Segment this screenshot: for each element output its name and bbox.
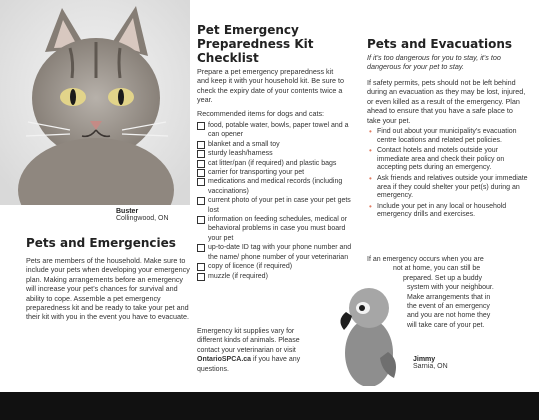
bullet-icon: • [369, 127, 372, 136]
checklist-footer-line-2: different kinds of animals. Please [197, 337, 300, 345]
checklist-item [197, 243, 355, 262]
cat-photo [0, 0, 190, 205]
pets-and-evacuations-title: Pets and Evacuations [367, 37, 513, 51]
checkbox[interactable] [197, 216, 205, 224]
emergency-line-5: Make arrangements that in [407, 293, 491, 301]
checklist-title-line-3: Checklist [197, 51, 259, 65]
evacuations-italic: If it’s too dangerous for you to stay, it’s too dangerous for your pet to stay. [367, 53, 501, 72]
bullet-icon: • [369, 173, 372, 183]
checklist-item [197, 215, 355, 243]
checklist-footer-line-3: contact your veterinarian or visit [197, 346, 296, 354]
checklist-title-line-2: Preparedness Kit [197, 37, 314, 51]
bullet-item [367, 175, 529, 201]
checklist-item-text: blanket and a small toy [208, 140, 280, 148]
checkbox[interactable] [197, 150, 205, 158]
pets-and-emergencies-title: Pets and Emergencies [26, 236, 176, 250]
checklist-item-text: current photo of your pet in case your pet gets lost [208, 197, 351, 214]
bullet-text: Contact hotels and motels outside your immediate area and check their policy on accepting pets during an emergency. [377, 147, 505, 172]
emergency-line-2: not at home, you can still be [393, 265, 481, 273]
checklist-intro: Prepare a pet emergency preparedness kit and keep it with your household kit. Be sure to check the expiry date of your contents twice a year. [197, 67, 345, 105]
checkbox[interactable] [197, 141, 205, 149]
evacuations-body: If safety permits, pets should not be left behind during an evacuation as they may be lost, injured, or even killed as a result of the emergency. Plan ahead to ensure that you have a safe place to take your pet. [367, 78, 526, 125]
checklist-item [197, 159, 355, 168]
pets-and-emergencies-body: Pets are members of the household. Make sure to include your pets when developing your emergency plan. Making arrangements before an emergency will increase your pet’s chances for survival and ability to cope. Assemble a pet emergency preparedness kit and be ready to take your pet and their kit with you in the event you have to evacuate. [26, 256, 190, 322]
checklist-item-text: food, potable water, bowls, paper towel and a can opener [208, 122, 349, 139]
checklist-footer-line-4-rest: if you have any [251, 356, 301, 364]
ontario-spca-link[interactable]: OntarioSPCA.ca [197, 356, 252, 364]
checklist-item-text: medications and medical records (including vaccinations) [208, 178, 343, 195]
parrot-name: Jimmy [413, 356, 436, 363]
checklist-title [197, 23, 347, 65]
checklist-item-text: up-to-date ID tag with your phone number and the name/ phone number of your veterinarian [208, 244, 352, 261]
emergency-line-1: If an emergency occurs when you are [367, 256, 484, 263]
checklist-item-text: copy of licence (if required) [208, 263, 293, 271]
checklist-item [197, 196, 355, 215]
checklist [197, 121, 355, 281]
bullet-icon: • [369, 201, 372, 211]
checklist-item [197, 177, 355, 196]
emergency-line-3: prepared. Set up a buddy [403, 274, 483, 282]
emergency-line-4: system with your neighbour. [407, 284, 494, 292]
checkbox[interactable] [197, 244, 205, 252]
bullet-item [367, 128, 529, 145]
checkbox[interactable] [197, 160, 205, 168]
checklist-item-text: muzzle (if required) [208, 272, 268, 280]
checkbox[interactable] [197, 197, 205, 205]
checkbox[interactable] [197, 178, 205, 186]
bullet-item [367, 147, 529, 173]
bullet-text: Include your pet in any local or household emergency drills and exercises. [377, 202, 507, 219]
bullet-icon: • [369, 146, 372, 156]
emergency-line-6: the event of an emergency [407, 303, 490, 311]
evacuations-bullets [367, 128, 529, 222]
checklist-item-text: carrier for transporting your pet [208, 169, 305, 177]
checklist-footer-line-4 [197, 355, 347, 364]
cat-name: Buster [116, 208, 139, 215]
parrot-caption [413, 356, 513, 370]
checklist-title-line-1: Pet Emergency [197, 23, 299, 37]
cat-illustration [0, 0, 190, 205]
checklist-footer [197, 327, 347, 374]
checkbox[interactable] [197, 273, 205, 281]
cat-location: Collingwood, ON [116, 215, 169, 222]
bullet-text: Find out about your municipality’s evacuation centre locations and related pet policies. [377, 128, 517, 144]
checklist-item-text: cat litter/pan (if required) and plastic bags [208, 159, 337, 167]
checklist-item-text: sturdy leash/harness [208, 150, 273, 158]
checklist-recommended-label: Recommended items for dogs and cats: [197, 109, 325, 118]
parrot-location: Sarnia, ON [413, 363, 448, 370]
checkbox[interactable] [197, 263, 205, 271]
bullet-text: Ask friends and relatives outside your immediate area if they could shelter your pet(s) during an emergency. [377, 174, 528, 200]
checklist-footer-line-5: questions. [197, 365, 229, 373]
parrot-photo [328, 268, 410, 386]
checklist-item [197, 149, 355, 158]
checklist-item [197, 121, 355, 140]
checklist-item [197, 168, 355, 177]
checklist-item [197, 140, 355, 149]
checklist-item-text: information on feeding schedules, medical or behavioral problems in case you must board your pet [208, 216, 347, 242]
footer-bar [0, 392, 539, 420]
checkbox[interactable] [197, 122, 205, 130]
emergency-line-8: will take care of your pet. [407, 321, 485, 329]
checklist-footer-line-1: Emergency kit supplies vary for [197, 328, 295, 335]
emergency-line-7: and you are not home they [407, 312, 491, 320]
parrot-illustration [328, 268, 410, 386]
checkbox[interactable] [197, 169, 205, 177]
bullet-item [367, 203, 529, 220]
